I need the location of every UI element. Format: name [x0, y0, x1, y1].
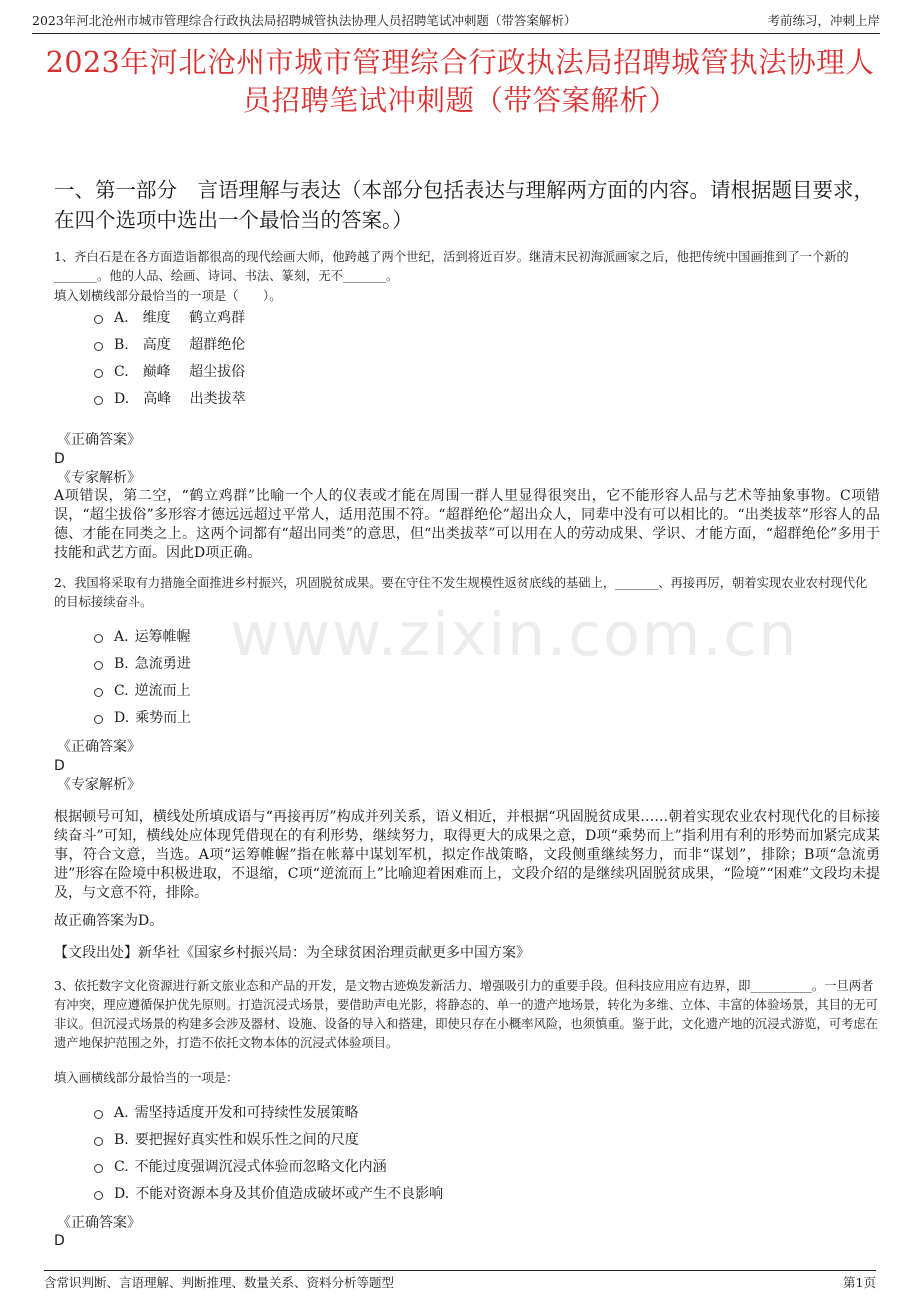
question-1-analysis: A项错误，第二空，“鹤立鸡群”比喻一个人的仪表或才能在周围一群人里显得很突出，它不能形容人品与艺术等抽象事物。C项错误，“超尘拔俗”多形容才德远远超过平常人，适用范围不符。“超群绝伦”超出众人，同辈中没有可以相比的。“出类拔萃”形容人的品德、才能在同类之上。这两个词都有“超出同类”的意思，但“出类拔萃”可以用在人的劳动成果、学识、才能方面，“超群绝伦”多用于技能和武艺方面。因此D项正确。 — [54, 488, 880, 561]
option-label: D. — [114, 710, 130, 726]
radio-icon[interactable] — [94, 715, 103, 724]
radio-icon[interactable] — [94, 661, 103, 670]
radio-icon[interactable] — [94, 1191, 103, 1200]
question-2-option-d[interactable] — [94, 709, 191, 727]
question-2-option-a[interactable] — [94, 628, 191, 646]
question-3-option-d[interactable] — [94, 1185, 443, 1203]
answer-tag: 《正确答案》 — [57, 1215, 141, 1231]
watermark: www.zixin.com.cn — [230, 600, 799, 670]
question-2-answer: D — [54, 758, 65, 774]
radio-icon[interactable] — [94, 396, 103, 405]
question-2-source: 【文段出处】新华社《国家乡村振兴局：为全球贫困治理贡献更多中国方案》 — [54, 945, 530, 961]
radio-icon[interactable] — [94, 634, 103, 643]
page-header — [32, 11, 880, 34]
radio-icon[interactable] — [94, 315, 103, 324]
question-3-stem: 3、依托数字文化资源进行新文旅业态和产品的开发，是文物古迹焕发新活力、增强吸引力的重要手段。但科技应用应有边界，即__________。一旦两者有冲突，理应遵循保护优先原则。打造沉浸式场景，要借助声电光影，将静态的、单一的遗产地场景，转化为多维、立体、丰富的体验场景，其目的无可非议。但沉浸式场景的构建多会涉及器材、设施、设备的导入和搭建，即使只存在小概率风险，也须慎重。鉴于此，文化遗产地的沉浸式游览，可考虑在遗产地保护范围之外，打造不依托文物本体的沉浸式体验项目。 — [54, 979, 878, 1050]
question-1-option-a[interactable] — [94, 309, 245, 327]
radio-icon[interactable] — [94, 1164, 103, 1173]
option-text: 需坚持适度开发和可持续性发展策略 — [134, 1105, 359, 1121]
option-label: B. — [114, 1132, 129, 1148]
analysis-tag: 《专家解析》 — [57, 470, 141, 486]
question-2-conclusion: 故正确答案为D。 — [54, 913, 164, 929]
question-1-answer: D — [54, 451, 65, 467]
question-3-option-c[interactable] — [94, 1158, 387, 1176]
option-label: A. — [114, 629, 129, 645]
question-3-option-b[interactable] — [94, 1131, 359, 1149]
option-label: A. — [114, 310, 129, 326]
option-text: 维度 鹤立鸡群 — [142, 310, 246, 326]
radio-icon[interactable] — [94, 342, 103, 351]
question-1-option-d[interactable] — [94, 390, 246, 408]
question-1-stem: 1、齐白石是在各方面造诣都很高的现代绘画大师，他跨越了两个世纪，活到将近百岁。继清末民初海派画家之后，他把传统中国画推到了一个新的_______。他的人品、绘画、诗词、书法、篆刻，无不_______。 — [54, 250, 849, 283]
option-text: 要把握好真实性和娱乐性之间的尺度 — [134, 1132, 359, 1148]
radio-icon[interactable] — [94, 1137, 103, 1146]
radio-icon[interactable] — [94, 1110, 103, 1119]
option-label: D. — [114, 1186, 130, 1202]
option-label: B. — [114, 337, 129, 353]
option-text: 巅峰 超尘拔俗 — [142, 364, 246, 380]
footer-description: 含常识判断、言语理解、判断推理、数量关系、资料分析等题型 — [44, 1275, 395, 1290]
option-text: 急流勇进 — [134, 656, 191, 672]
option-text: 不能对资源本身及其价值造成破坏或产生不良影响 — [135, 1186, 444, 1202]
question-2-option-c[interactable] — [94, 682, 191, 700]
radio-icon[interactable] — [94, 688, 103, 697]
section-heading: 一、第一部分 言语理解与表达（本部分包括表达与理解两方面的内容。请根据题目要求，在四个选项中选出一个最恰当的答案。） — [54, 178, 874, 232]
question-2-analysis: 根据顿号可知，横线处所填成语与“再接再厉”构成并列关系，语义相近，并根据“巩固脱贫成果……朝着实现农业农村现代化的目标接续奋斗”可知，横线处应体现凭借现在的有利形势，继续努力，取得更大的成果之意，D项“乘势而上”指利用有利的形势而加紧完成某事，符合文意，当选。A项“运筹帷幄”指在帐幕中谋划军机，拟定作战策略，文段侧重继续努力，而非“谋划”，排除；B项“急流勇进”形容在险境中积极进取，不退缩，C项“逆流而上”比喻迎着困难而上，文段介绍的是继续巩固脱贫成果，“险境”“困难”文段均未提及，与文意不符，排除。 — [54, 809, 880, 901]
question-1-prompt: 填入划横线部分最恰当的一项是（ ）。 — [54, 289, 282, 303]
option-text: 高峰 出类拔萃 — [143, 391, 246, 407]
option-text: 运筹帷幄 — [134, 629, 191, 645]
answer-tag: 《正确答案》 — [57, 432, 141, 448]
option-label: B. — [114, 656, 129, 672]
question-3-option-a[interactable] — [94, 1104, 359, 1122]
option-label: D. — [114, 391, 130, 407]
option-text: 不能过度强调沉浸式体验而忽略文化内涵 — [134, 1159, 387, 1175]
header-slogan: 考前练习，冲刺上岸 — [767, 13, 880, 28]
option-text: 逆流而上 — [134, 683, 191, 699]
question-1-option-b[interactable] — [94, 336, 245, 354]
question-2-option-b[interactable] — [94, 655, 191, 673]
document-title: 2023年河北沧州市城市管理综合行政执法局招聘城管执法协理人员招聘笔试冲刺题（带答案解析） — [45, 46, 875, 117]
question-3-answer: D — [54, 1233, 65, 1249]
option-label: C. — [114, 1159, 129, 1175]
option-text: 高度 超群绝伦 — [142, 337, 246, 353]
analysis-tag: 《专家解析》 — [57, 777, 141, 793]
option-text: 乘势而上 — [135, 710, 192, 726]
option-label: C. — [114, 683, 129, 699]
option-label: A. — [114, 1105, 129, 1121]
header-doc-title: 2023年河北沧州市城市管理综合行政执法局招聘城管执法协理人员招聘笔试冲刺题（带答案解析） — [32, 13, 577, 28]
page-number: 第1页 — [843, 1275, 876, 1290]
question-3-prompt: 填入画横线部分最恰当的一项是： — [54, 1071, 239, 1085]
question-2-stem: 2、我国将采取有力措施全面推进乡村振兴，巩固脱贫成果。要在守住不发生规模性返贫底线的基础上，_______、再接再厉，朝着实现农业农村现代化的目标接续奋斗。 — [54, 576, 868, 609]
radio-icon[interactable] — [94, 369, 103, 378]
answer-tag: 《正确答案》 — [57, 739, 141, 755]
question-1-option-c[interactable] — [94, 363, 245, 381]
option-label: C. — [114, 364, 129, 380]
page-footer — [44, 1270, 876, 1291]
